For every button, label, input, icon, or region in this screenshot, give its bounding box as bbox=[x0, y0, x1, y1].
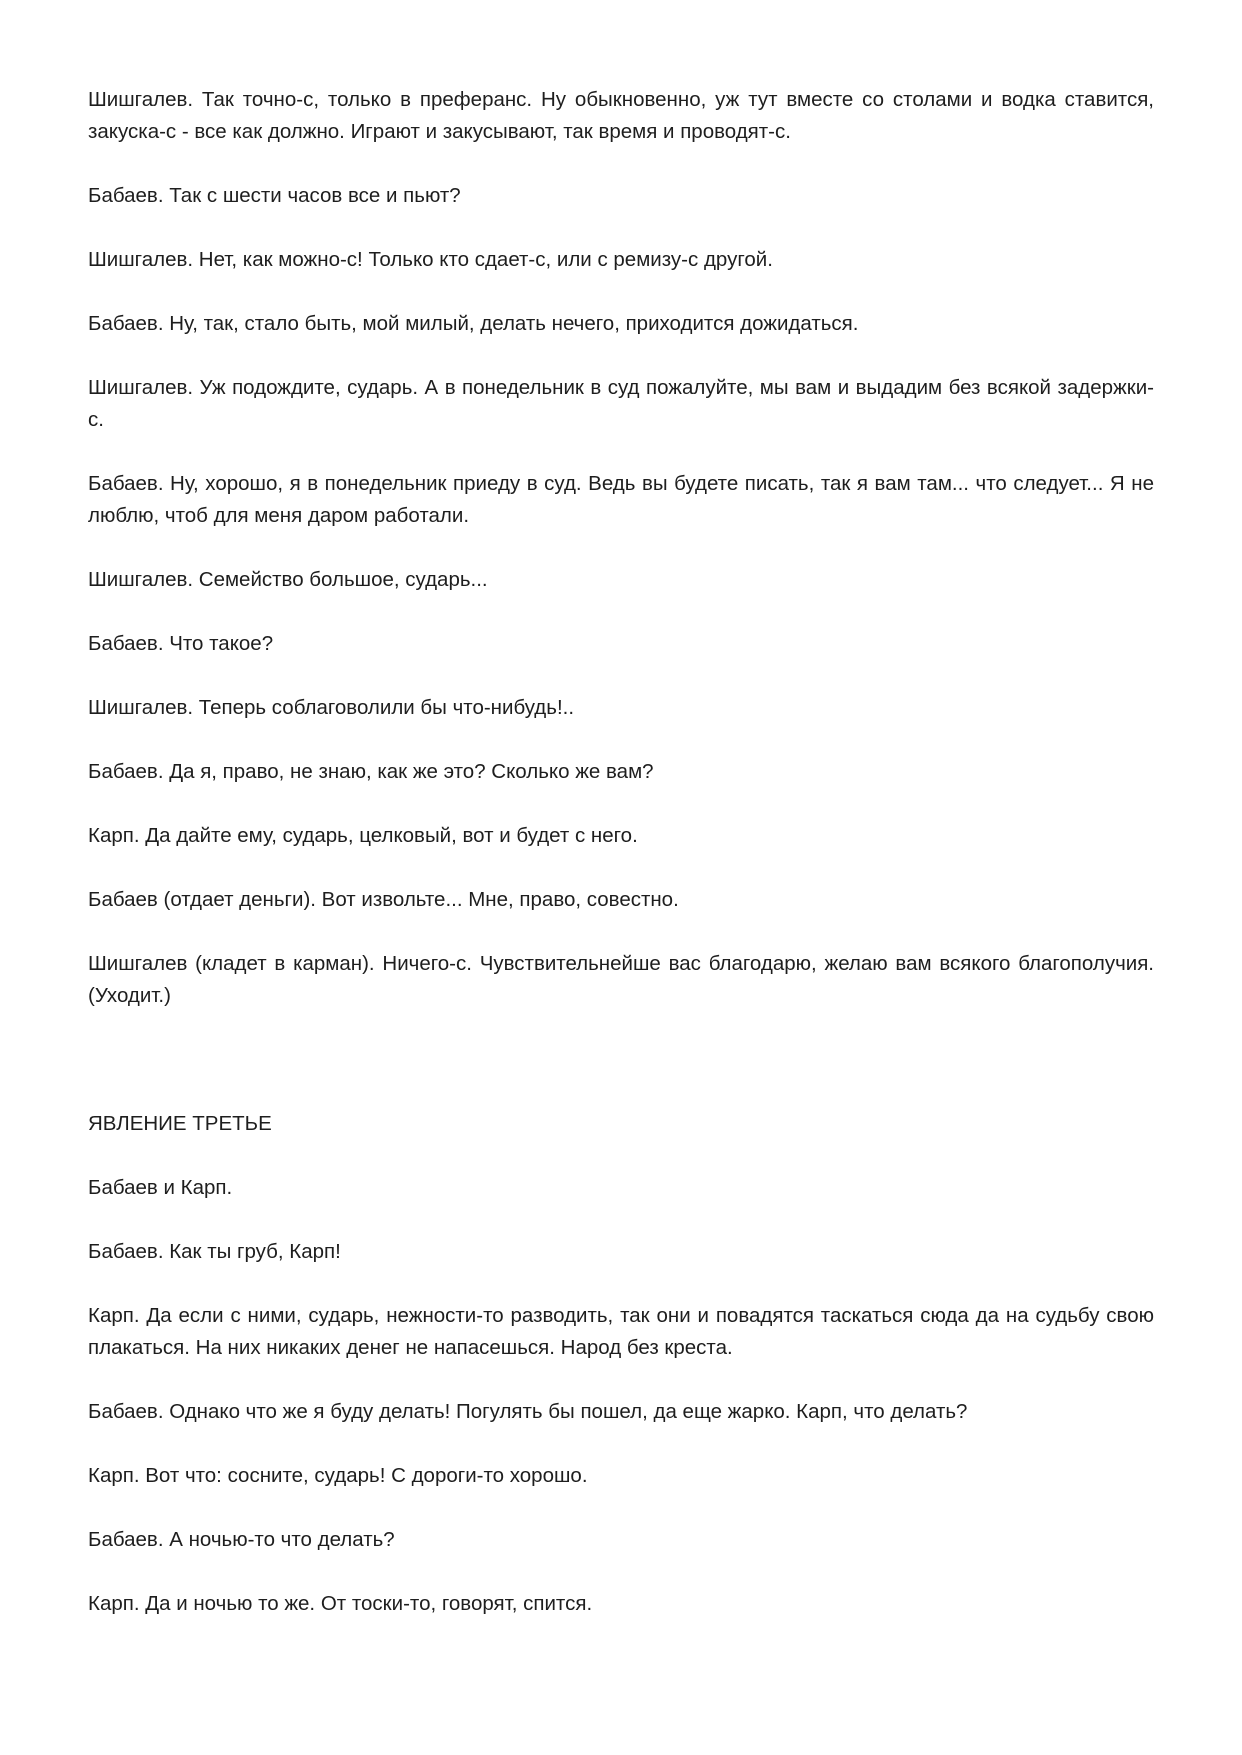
dialogue-line: Карп. Вот что: сосните, сударь! С дороги-то хорошо. bbox=[88, 1464, 588, 1487]
dialogue-line: Бабаев. Ну, хорошо, я в понедельник приеду в суд. Ведь вы будете писать, так я вам там... что следует... Я не люблю, чтоб для меня даром работали. bbox=[88, 472, 1154, 527]
dialogue-line: Бабаев (отдает деньги). Вот извольте... Мне, право, совестно. bbox=[88, 888, 679, 911]
dialogue-line: Карп. Да дайте ему, сударь, целковый, вот и будет с него. bbox=[88, 824, 638, 847]
dialogue-line: Шишгалев. Уж подождите, сударь. А в понедельник в суд пожалуйте, мы вам и выдадим без всякой задержки-с. bbox=[88, 376, 1154, 431]
scene-heading: ЯВЛЕНИЕ ТРЕТЬЕ bbox=[88, 1112, 272, 1135]
document-page bbox=[88, 84, 1154, 1652]
dialogue-line: Бабаев. Однако что же я буду делать! Погулять бы пошел, да еще жарко. Карп, что делать? bbox=[88, 1400, 968, 1423]
dialogue-line: Карп. Да если с ними, сударь, нежности-то разводить, так они и повадятся таскаться сюда да на судьбу свою плакаться. На них никаких денег не напасешься. Народ без креста. bbox=[88, 1304, 1154, 1359]
dialogue-line: Шишгалев. Нет, как можно-с! Только кто сдает-с, или с ремизу-с другой. bbox=[88, 248, 773, 271]
dialogue-line: Шишгалев. Семейство большое, сударь... bbox=[88, 568, 488, 591]
dialogue-line: Бабаев. Да я, право, не знаю, как же это? Сколько же вам? bbox=[88, 760, 654, 783]
dialogue-line: Карп. Да и ночью то же. От тоски-то, говорят, спится. bbox=[88, 1592, 593, 1615]
dialogue-line: Бабаев. А ночью-то что делать? bbox=[88, 1528, 395, 1551]
dialogue-line: Бабаев. Ну, так, стало быть, мой милый, делать нечего, приходится дожидаться. bbox=[88, 312, 859, 335]
stage-direction: Бабаев и Карп. bbox=[88, 1176, 233, 1199]
dialogue-line: Бабаев. Как ты груб, Карп! bbox=[88, 1240, 341, 1263]
dialogue-line: Шишгалев. Так точно-с, только в преферанс. Ну обыкновенно, уж тут вместе со столами и водка ставится, закуска-с - все как должно. Играют и закусывают, так время и проводят-с. bbox=[88, 88, 1154, 143]
dialogue-line: Бабаев. Что такое? bbox=[88, 632, 274, 655]
dialogue-line: Шишгалев (кладет в карман). Ничего-с. Чувствительнейше вас благодарю, желаю вам всякого благополучия. (Уходит.) bbox=[88, 952, 1154, 1007]
dialogue-line: Шишгалев. Теперь соблаговолили бы что-нибудь!.. bbox=[88, 696, 575, 719]
dialogue-line: Бабаев. Так с шести часов все и пьют? bbox=[88, 184, 461, 207]
